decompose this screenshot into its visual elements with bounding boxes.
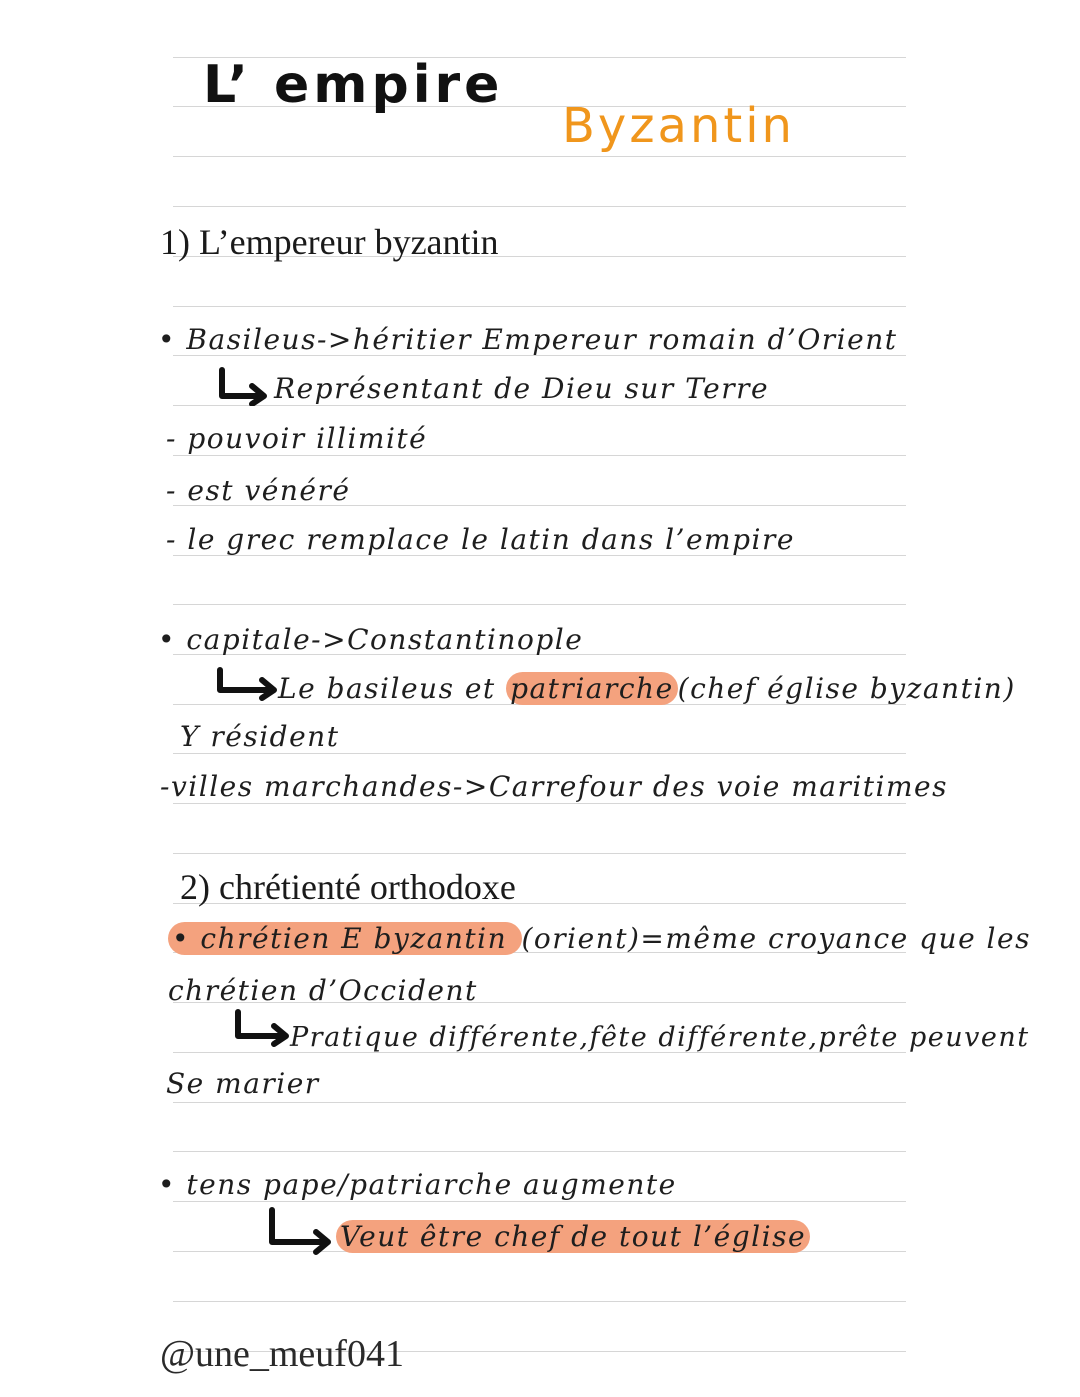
section-heading: 2) chrétienté orthodoxe — [180, 867, 516, 907]
arrow-icon — [264, 1206, 334, 1258]
page-title: L’ empire — [203, 55, 504, 115]
bullet-line: • capitale->Constantinople — [158, 623, 584, 656]
dash-line: - pouvoir illimité — [166, 422, 428, 455]
ruled-line — [173, 753, 906, 754]
continuation-line: chrétien d’Occident — [168, 974, 478, 1007]
ruled-line — [173, 803, 906, 804]
highlighted-term: • chrétien E byzantin — [168, 922, 522, 955]
author-signature: @une_meuf041 — [160, 1333, 404, 1375]
section-heading: 1) L’empereur byzantin — [160, 222, 499, 262]
dash-line: -villes marchandes->Carrefour des voie maritimes — [160, 770, 948, 803]
ruled-line — [173, 1151, 906, 1152]
ruled-line — [173, 206, 906, 207]
ruled-line — [173, 156, 906, 157]
ruled-line — [173, 604, 906, 605]
sub-line — [278, 672, 1016, 705]
dash-line: - le grec remplace le latin dans l’empire — [166, 523, 795, 556]
highlighted-term: patriarche — [506, 672, 678, 705]
dash-line: - est vénéré — [166, 474, 351, 507]
sub-line: Représentant de Dieu sur Terre — [274, 372, 770, 405]
continuation-line: Y résident — [180, 720, 340, 753]
ruled-line — [173, 1102, 906, 1103]
arrow-icon — [212, 666, 282, 702]
ruled-line — [173, 455, 906, 456]
arrow-icon — [228, 1008, 294, 1048]
bullet-line — [168, 922, 1031, 955]
sub-line-text: (chef église byzantin) — [677, 672, 1016, 705]
bullet-line-text: (orient)=même croyance que les — [521, 922, 1031, 955]
highlighted-term: Veut être chef de tout l’église — [336, 1220, 810, 1253]
sub-line-text: Le basileus et — [278, 672, 507, 705]
page-title-accent: Byzantin — [562, 98, 795, 154]
ruled-line — [173, 1201, 906, 1202]
sub-line: Pratique différente,fête différente,prête peuvent — [290, 1022, 1030, 1053]
sub-line — [336, 1220, 810, 1253]
ruled-line — [173, 853, 906, 854]
ruled-line — [173, 306, 906, 307]
continuation-line: Se marier — [166, 1067, 320, 1100]
ruled-line — [173, 405, 906, 406]
arrow-icon — [214, 366, 274, 406]
bullet-line: • tens pape/patriarche augmente — [158, 1168, 677, 1201]
ruled-line — [173, 1301, 906, 1302]
bullet-line: • Basileus->héritier Empereur romain d’Orient — [158, 323, 898, 356]
